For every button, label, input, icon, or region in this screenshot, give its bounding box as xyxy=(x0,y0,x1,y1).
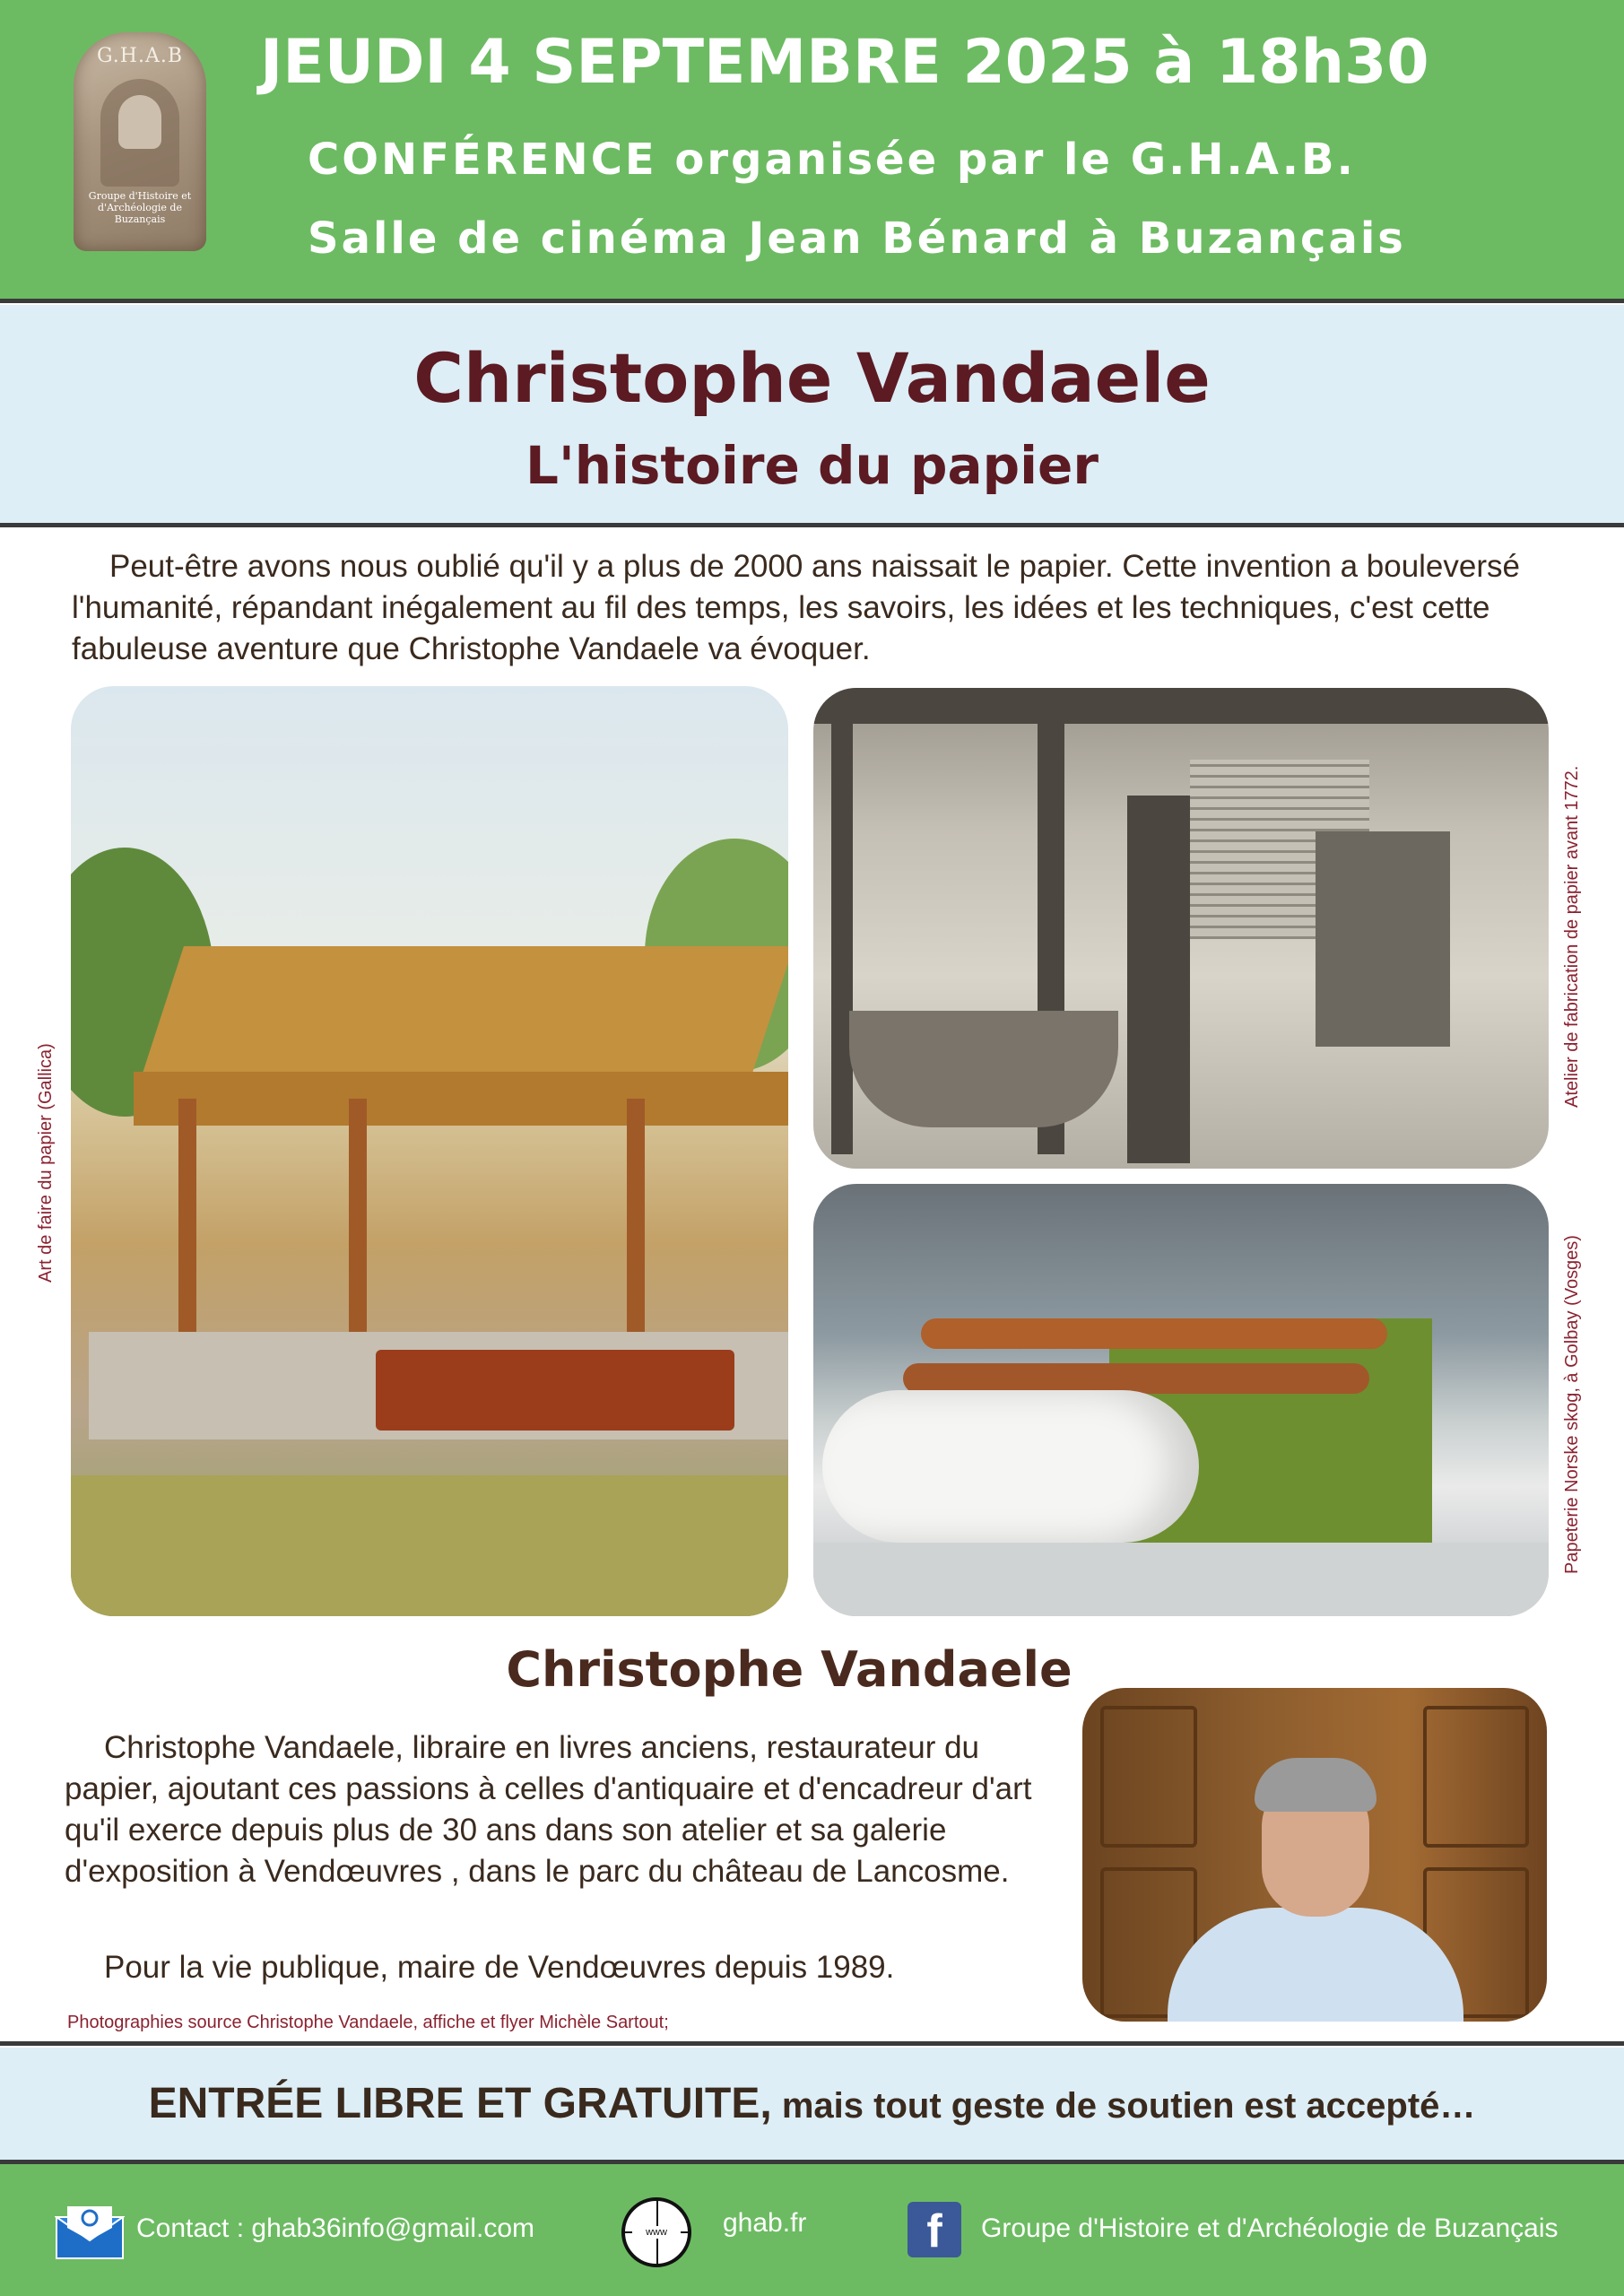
bio-title: Christophe Vandaele xyxy=(506,1641,1073,1698)
floor-shape xyxy=(813,1543,1549,1616)
entry-bold: ENTRÉE LIBRE ET GRATUITE, xyxy=(148,2080,772,2127)
paper-roll-shape xyxy=(822,1390,1199,1543)
beam-shape xyxy=(1127,796,1190,1163)
factory-image xyxy=(813,1184,1549,1616)
mail-icon xyxy=(55,2205,125,2260)
event-date: JEUDI 4 SEPTEMBRE 2025 à 18h30 xyxy=(260,27,1429,98)
venue-line: Salle de cinéma Jean Bénard à Buzançais xyxy=(308,213,1406,264)
post-shape xyxy=(178,1099,196,1368)
engraving-caption: Atelier de fabrication de papier avant 1772. xyxy=(1562,765,1582,1108)
bio-public-life: Pour la vie publique, maire de Vendœuvres depuis 1989. xyxy=(104,1950,895,1985)
bio-paragraph: Christophe Vandaele, libraire en livres anciens, restaurateur du papier, ajoutant ces passions à celles d'antiquaire et d'encadreur d'art qu'il exerce depuis plus de 30 ans dans son atelier et sa galerie d'exposition à Vendœuvres , dans le parc du château de Lancosme. xyxy=(65,1730,1032,1889)
divider xyxy=(0,299,1624,303)
contact-email[interactable]: Contact : ghab36info@gmail.com xyxy=(136,2213,535,2243)
divider xyxy=(0,523,1624,527)
website-link[interactable]: ghab.fr xyxy=(723,2208,807,2238)
facebook-icon: f xyxy=(908,2202,961,2257)
entry-rest: mais tout geste de soutien est accepté… xyxy=(771,2086,1476,2126)
door-panel xyxy=(1100,1706,1197,1848)
grass-shape xyxy=(71,1475,788,1616)
speaker-name: Christophe Vandaele xyxy=(413,338,1211,418)
logo-bust xyxy=(118,95,161,149)
door-panel xyxy=(1423,1706,1529,1848)
beam-shape xyxy=(831,724,853,1154)
globe-label: www xyxy=(632,2226,681,2239)
hair-shape xyxy=(1255,1758,1376,1812)
press-shape xyxy=(1316,831,1450,1047)
divider xyxy=(0,2041,1624,2046)
shirt-shape xyxy=(1168,1908,1463,2022)
vat-shape xyxy=(376,1350,734,1431)
drum-shape xyxy=(903,1363,1369,1394)
talk-subject: L'histoire du papier xyxy=(525,435,1099,496)
vat-shape xyxy=(849,1011,1118,1127)
roof-shape xyxy=(137,946,788,1090)
painting-image xyxy=(71,686,788,1616)
logo-letters: G.H.A.B xyxy=(96,45,183,67)
roof-edge-shape xyxy=(134,1072,788,1126)
entry-line xyxy=(0,2079,1624,2128)
intro-paragraph: Peut-être avons nous oublié qu'il y a plus de 2000 ans naissait le papier. Cette invention a bouleversé l'humanité, répandant inégalement au fil des temps, les savoirs, les idées et les techniques, c'est cette fabuleuse aventure que Christophe Vandaele va évoquer. xyxy=(72,549,1520,666)
engraving-image xyxy=(813,688,1549,1169)
photo-credit: Photographies source Christophe Vandaele, affiche et flyer Michèle Sartout; xyxy=(67,2013,669,2032)
beam-shape xyxy=(813,688,1549,724)
facebook-group-link[interactable]: Groupe d'Histoire et d'Archéologie de Buzançais xyxy=(981,2213,1559,2243)
painting-caption: Art de faire du papier (Gallica) xyxy=(36,1043,56,1283)
speaker-portrait xyxy=(1082,1688,1547,2022)
ghab-logo xyxy=(74,32,206,251)
globe-icon xyxy=(621,2197,691,2267)
factory-caption: Papeterie Norske skog, à Golbay (Vosges) xyxy=(1562,1235,1582,1574)
drum-shape xyxy=(921,1318,1387,1349)
conference-line: CONFÉRENCE organisée par le G.H.A.B. xyxy=(308,135,1356,185)
logo-caption: Groupe d'Histoire et d'Archéologie de Buzançais xyxy=(88,190,192,225)
